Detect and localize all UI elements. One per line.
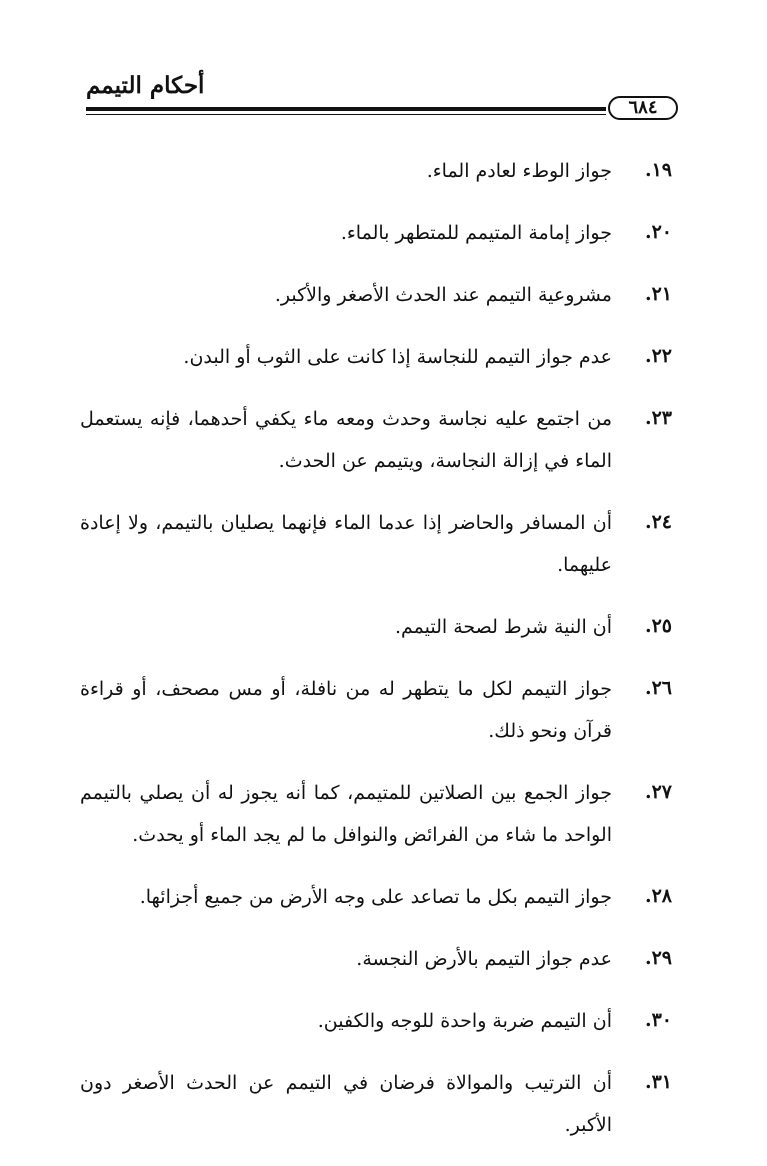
item-text: جواز التيمم بكل ما تصاعد على وجه الأرض من جميع أجزائها.	[139, 886, 612, 908]
item-text: جواز إمامة المتيمم للمتطهر بالماء.	[340, 222, 612, 244]
item-text: جواز الجمع بين الصلاتين للمتيمم، كما أنه يجوز له أن يصلي بالتيمم الواحد ما شاء من الفرائض والنوافل ما لم يجد الماء أو يحدث.	[80, 782, 612, 846]
header-rule-thick	[86, 107, 606, 111]
item-number: ٣١.	[644, 1071, 672, 1093]
list-item	[80, 336, 672, 378]
item-text: مشروعية التيمم عند الحدث الأصغر والأكبر.	[274, 284, 612, 306]
item-number: ٣٠.	[644, 1009, 672, 1031]
list-item	[80, 938, 672, 980]
list-item	[80, 876, 672, 918]
item-number: ٢٧.	[644, 781, 672, 803]
item-number: ٢٠.	[644, 221, 672, 243]
rulings-list	[80, 150, 672, 1166]
list-item	[80, 398, 672, 482]
page-header	[86, 70, 678, 122]
running-title: أحكام التيمم	[86, 72, 205, 99]
item-text: جواز التيمم لكل ما يتطهر له من نافلة، أو مس مصحف، أو قراءة قرآن ونحو ذلك.	[80, 678, 612, 742]
page-number: ٦٨٤	[608, 96, 678, 120]
item-number: ١٩.	[644, 159, 672, 181]
list-item	[80, 502, 672, 586]
item-text: عدم جواز التيمم للنجاسة إذا كانت على الثوب أو البدن.	[183, 346, 612, 368]
item-text: أن المسافر والحاضر إذا عدما الماء فإنهما يصليان بالتيمم، ولا إعادة عليهما.	[80, 512, 612, 576]
header-rule-thin	[86, 114, 606, 115]
item-text: من اجتمع عليه نجاسة وحدث ومعه ماء يكفي أحدهما، فإنه يستعمل الماء في إزالة النجاسة، ويتيمم عن الحدث.	[80, 408, 612, 472]
list-item	[80, 1000, 672, 1042]
item-text: جواز الوطء لعادم الماء.	[426, 160, 612, 182]
item-text: أن الترتيب والموالاة فرضان في التيمم عن الحدث الأصغر دون الأكبر.	[80, 1072, 612, 1136]
item-number: ٢٦.	[644, 677, 672, 699]
list-item	[80, 772, 672, 856]
item-number: ٢٥.	[644, 615, 672, 637]
item-text: عدم جواز التيمم بالأرض النجسة.	[356, 948, 612, 970]
list-item	[80, 274, 672, 316]
item-number: ٢٤.	[644, 511, 672, 533]
item-number: ٢١.	[644, 283, 672, 305]
item-number: ٢٣.	[644, 407, 672, 429]
item-text: أن التيمم ضربة واحدة للوجه والكفين.	[317, 1010, 612, 1032]
item-number: ٢٨.	[644, 885, 672, 907]
list-item	[80, 668, 672, 752]
item-number: ٢٢.	[644, 345, 672, 367]
list-item	[80, 150, 672, 192]
item-number: ٢٩.	[644, 947, 672, 969]
list-item	[80, 1062, 672, 1146]
item-text: أن النية شرط لصحة التيمم.	[394, 616, 612, 638]
list-item	[80, 606, 672, 648]
list-item	[80, 212, 672, 254]
